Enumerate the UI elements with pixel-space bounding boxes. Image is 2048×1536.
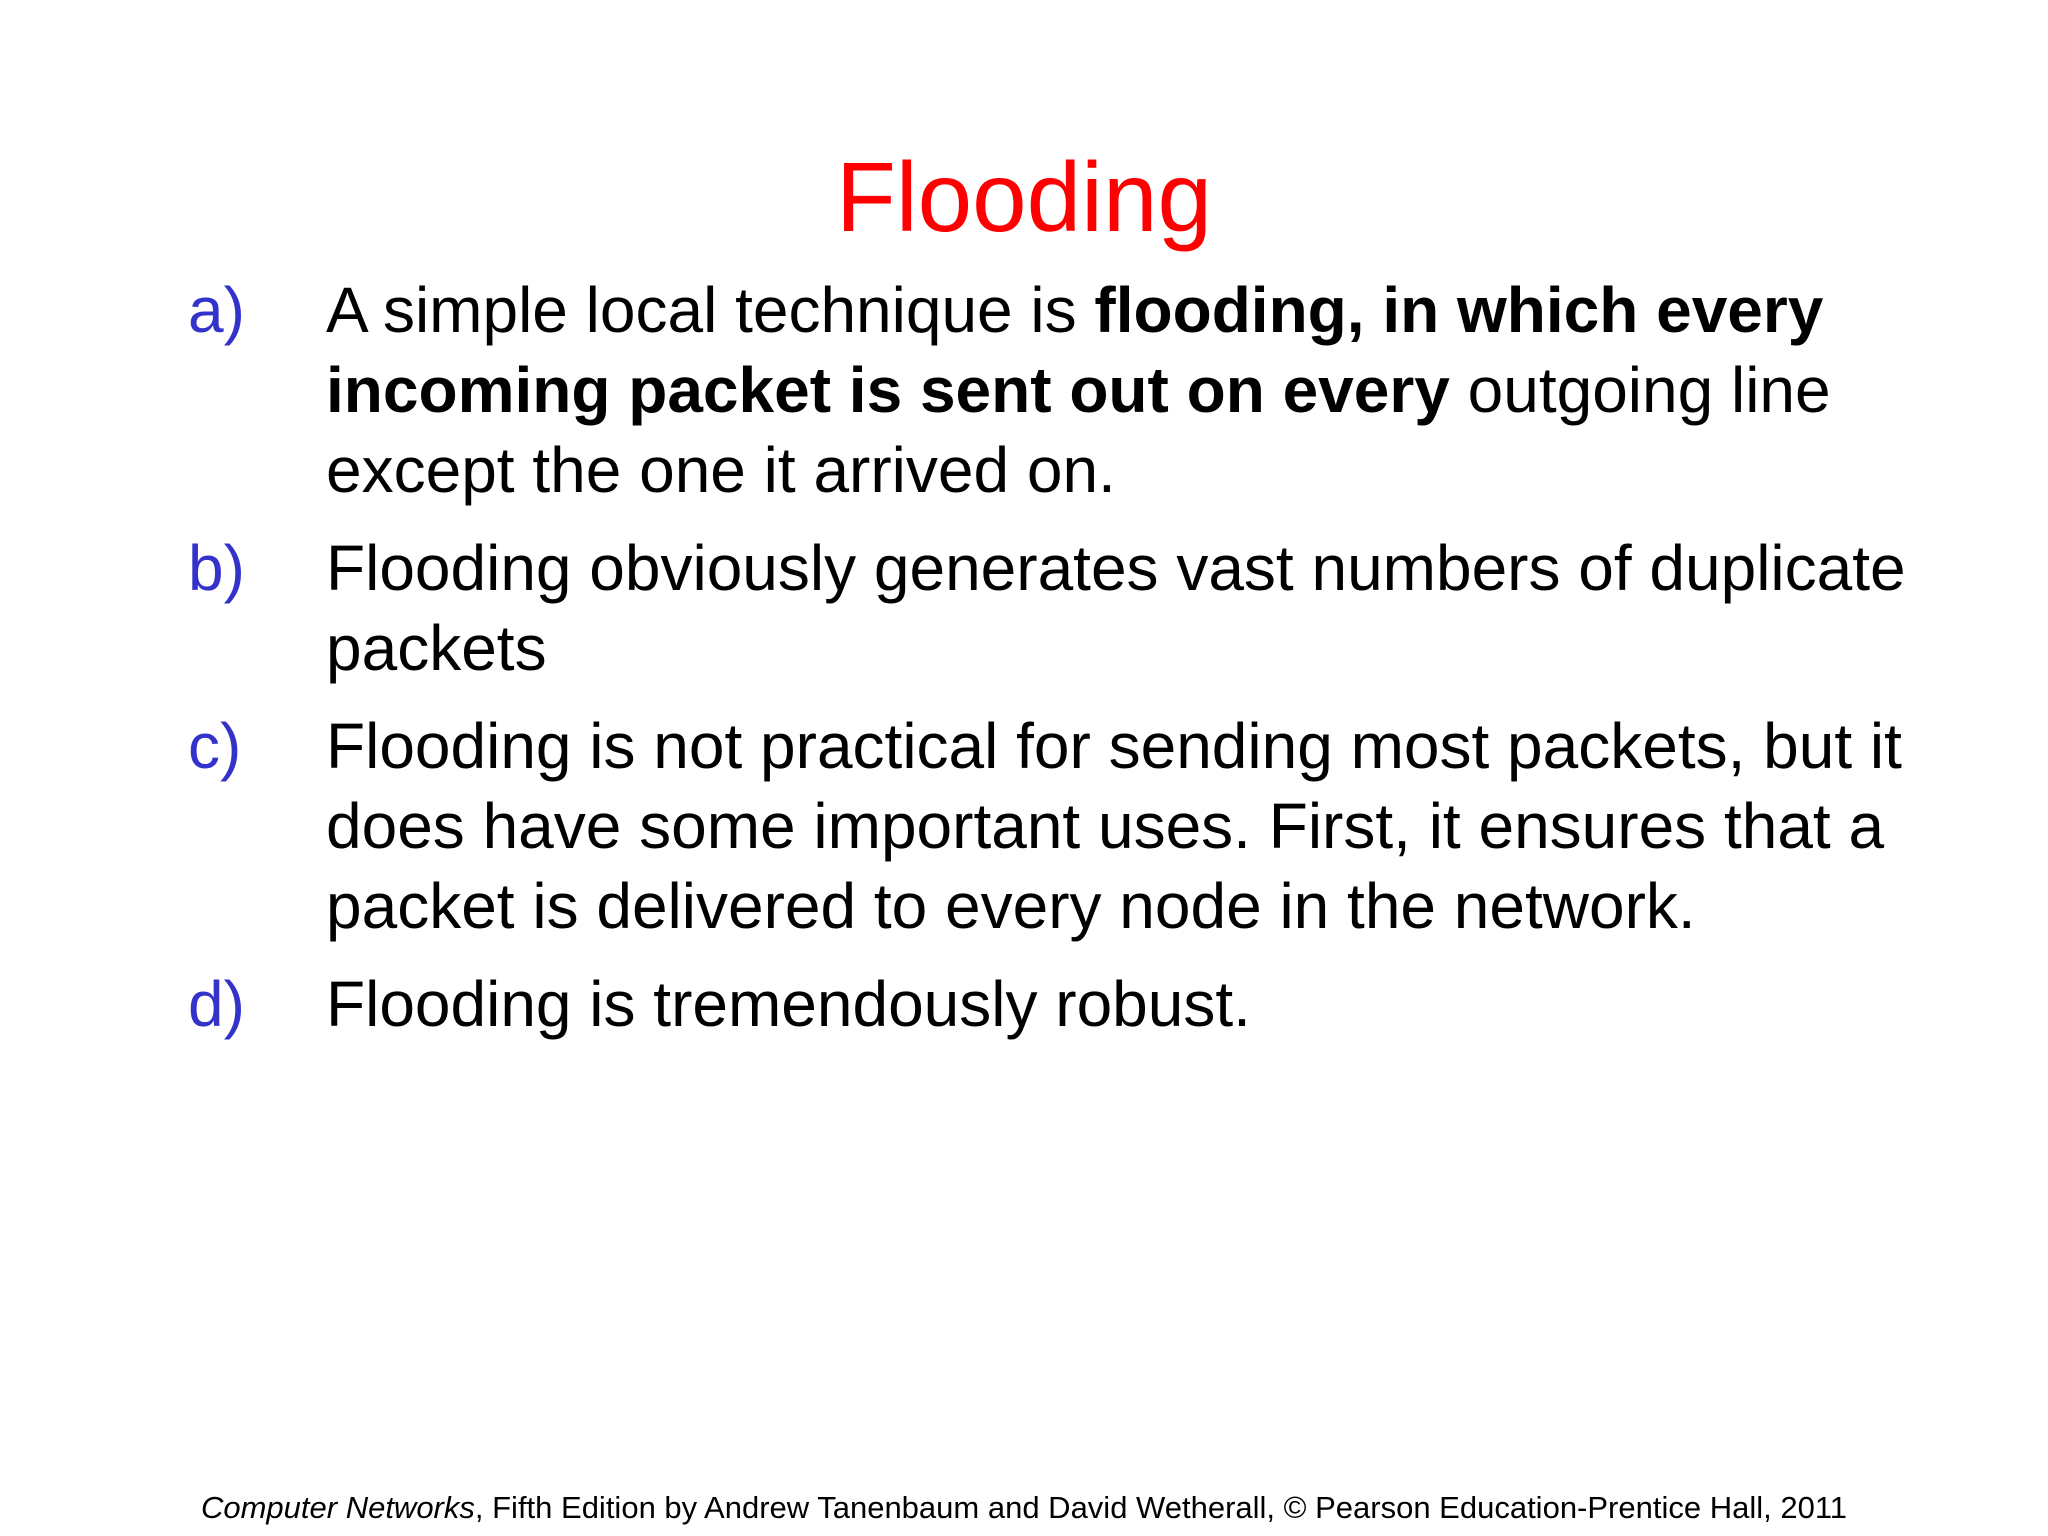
footer-credit: , Fifth Edition by Andrew Tanenbaum and David Wetherall, © Pearson Education-Prentice Hall, 2011	[474, 1490, 1848, 1525]
list-item-text: Flooding obviously generates vast numbers of duplicate packets	[326, 532, 1906, 684]
list-marker: c)	[188, 710, 242, 782]
list-marker: a)	[188, 274, 245, 346]
list-item-text: Flooding is not practical for sending most packets, but it does have some important uses. First, it ensures that a packet is delivered to every node in the network.	[326, 710, 1902, 942]
bullet-list	[188, 270, 1988, 1062]
slide-title: Flooding	[836, 141, 1212, 252]
text-prefix: A simple local technique is	[326, 274, 1095, 346]
list-item-d	[188, 964, 1988, 1044]
list-marker: b)	[188, 532, 245, 604]
footer-book-title: Computer Networks	[200, 1490, 475, 1525]
slide-footer	[0, 1490, 2048, 1526]
text-suffix: outgoing line except the one it arrived on.	[326, 354, 1831, 506]
list-item-c	[188, 706, 1988, 946]
list-item-text	[326, 270, 1988, 510]
list-item-b	[188, 528, 1988, 688]
list-item-text: Flooding is tremendously robust.	[326, 968, 1251, 1040]
bold-text: flooding, in which every incoming packet is sent out on every	[326, 274, 1824, 426]
list-marker: d)	[188, 968, 245, 1040]
list-item-a	[188, 270, 1988, 510]
